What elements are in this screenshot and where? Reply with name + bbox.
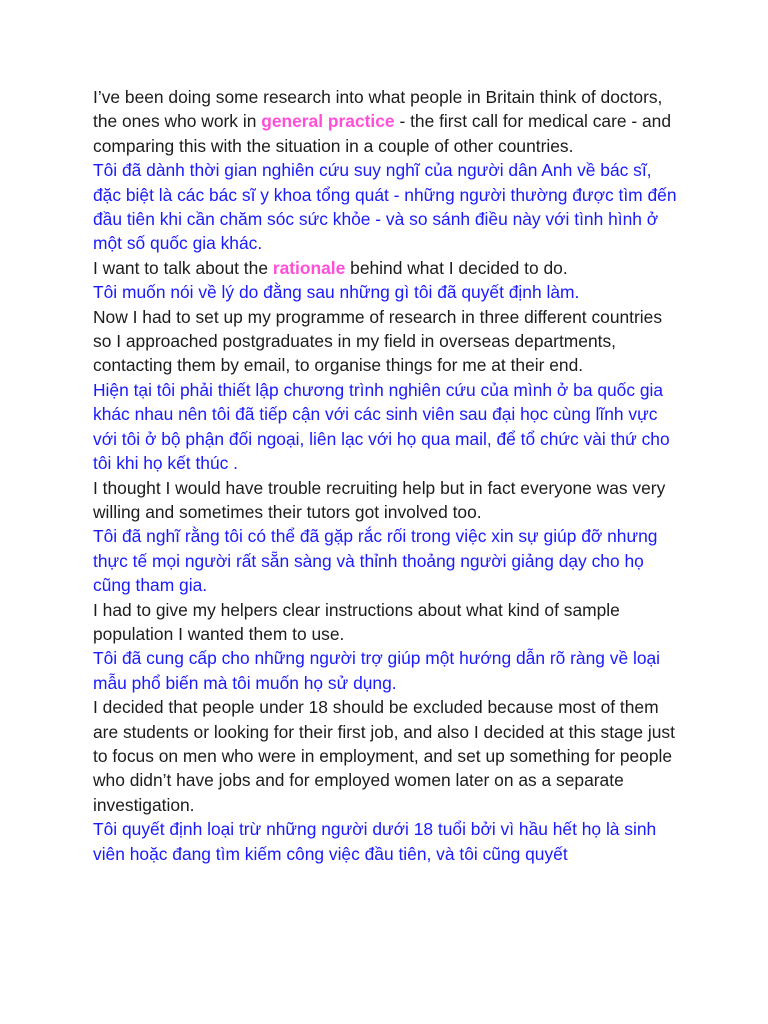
text-segment: Hiện tại tôi phải thiết lập chương trình nghiên cứu của mình ở ba quốc gia khác nhau nên tôi đã tiếp cận với các sinh viên sau đại học cùng lĩnh vực với tôi ở bộ phận đối ngoại, liên lạc với họ qua mail, để tổ chức vài thứ cho tôi khi họ kết thúc . [93, 379, 670, 474]
paragraph-vi-3 [93, 378, 683, 476]
text-segment: Now I had to set up my programme of research in three different countries so I approached postgraduates in my field in overseas departments, contacting them by email, to organise things for me at their end. [93, 306, 663, 376]
paragraph-en-6 [93, 695, 683, 817]
paragraph-vi-4 [93, 524, 683, 597]
text-segment: Tôi đã cung cấp cho những người trợ giúp một hướng dẫn rõ ràng về loại mẫu phổ biến mà tôi muốn họ sử dụng. [93, 648, 661, 693]
text-segment: Tôi đã dành thời gian nghiên cứu suy nghĩ của người dân Anh về bác sĩ, đặc biệt là các bác sĩ y khoa tổng quát - những người thường được tìm đến đầu tiên khi cần chăm sóc sức khỏe - và so sánh điều này với tình hình ở một số quốc gia khác. [93, 160, 677, 254]
text-segment: Tôi muốn nói về lý do đằng sau những gì tôi đã quyết định làm. [93, 282, 580, 303]
text-segment: Tôi đã nghĩ rằng tôi có thể đã gặp rắc rối trong việc xin sự giúp đỡ nhưng thực tế mọi người rất sẵn sàng và thỉnh thoảng người giảng dạy cho họ cũng tham gia. [93, 526, 658, 596]
paragraph-en-4 [93, 476, 683, 525]
paragraph-vi-2 [93, 280, 683, 304]
paragraph-vi-6 [93, 817, 683, 866]
text-segment: I thought I would have trouble recruiting help but in fact everyone was very willing and sometimes their tutors got involved too. [93, 477, 666, 522]
highlighted-term-general-practice: general practice [261, 111, 395, 132]
paragraph-vi-1 [93, 158, 683, 256]
paragraph-en-5 [93, 598, 683, 647]
text-segment: I’ve been doing some research into what people in Britain think of doctors, the ones who work in [93, 87, 663, 132]
text-segment: I decided that people under 18 should be excluded because most of them are students or looking for their first job, and also I decided at this stage just to focus on men who were in employment, and set up something for people who didn’t have jobs and for employed women later on as a separate investigation. [93, 697, 675, 815]
highlighted-term-rationale: rationale [272, 257, 346, 278]
paragraph-en-1 [93, 85, 683, 158]
text-segment: behind what I decided to do. [345, 257, 568, 278]
document-body [93, 85, 683, 866]
text-segment: I had to give my helpers clear instructions about what kind of sample population I wanted them to use. [93, 599, 620, 644]
text-segment: - the first call for medical care - and comparing this with the situation in a couple of other countries. [93, 111, 672, 156]
paragraph-en-2 [93, 256, 683, 280]
text-segment: Tôi quyết định loại trừ những người dưới 18 tuổi bởi vì hầu hết họ là sinh viên hoặc đang tìm kiếm công việc đầu tiên, và tôi cũng quyết [93, 819, 657, 864]
paragraph-vi-5 [93, 646, 683, 695]
text-segment: I want to talk about the [93, 257, 273, 278]
paragraph-en-3 [93, 305, 683, 378]
